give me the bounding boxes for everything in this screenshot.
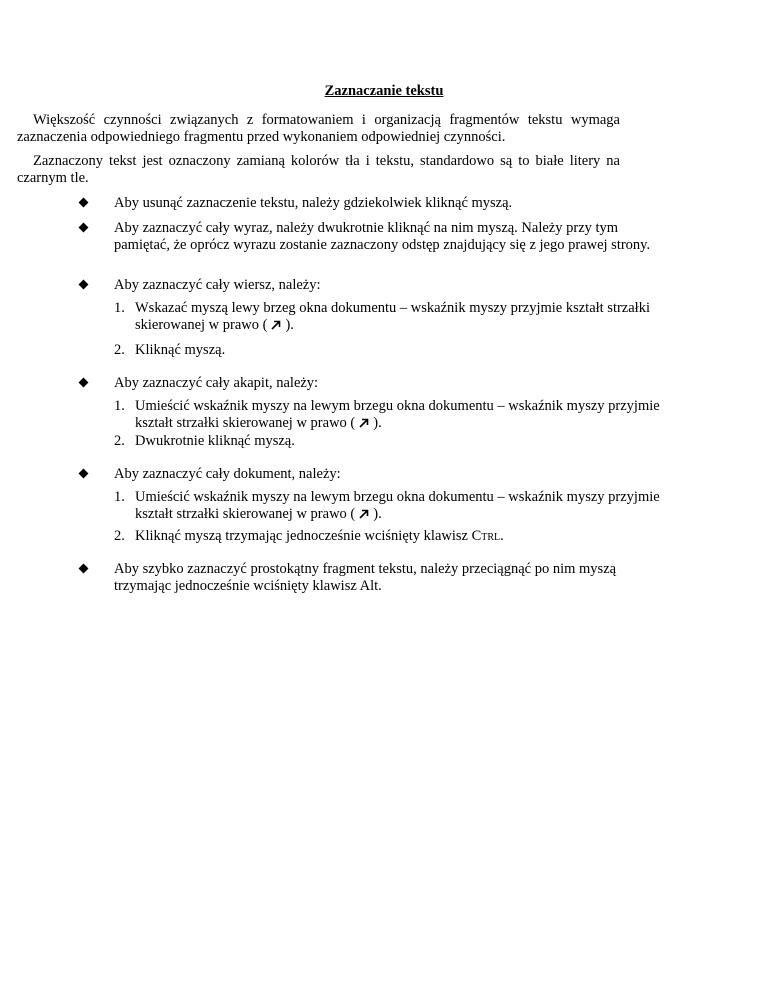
diamond-bullet-icon xyxy=(79,564,89,574)
arrow-up-right-icon xyxy=(270,319,282,331)
paragraph-selection-colors xyxy=(17,153,624,187)
step-number: 1. xyxy=(114,489,125,505)
step-text-part: ). xyxy=(373,506,382,522)
step-number: 2. xyxy=(114,433,125,449)
step-text xyxy=(135,398,660,432)
diamond-bullet-icon xyxy=(79,280,89,290)
step-text-part: ). xyxy=(285,317,294,333)
list-item-text: Aby szybko zaznaczyć prostokątny fragment tekstu, należy przeciągnąć po nim myszą trzymając jednocześnie wciśnięty klawisz Alt. xyxy=(114,561,617,594)
step-text xyxy=(135,528,675,545)
step-number: 2. xyxy=(114,528,125,544)
page-title: Zaznaczanie tekstu xyxy=(324,83,444,99)
list-item-text: Aby zaznaczyć cały wyraz, należy dwukrotnie kliknąć na nim myszą. Należy przy tym pamiętać, że oprócz wyrazu zostanie zaznaczony odstęp znajdujący się z jego prawej strony. xyxy=(114,220,651,253)
list-item-text: Aby zaznaczyć cały wiersz, należy: xyxy=(114,277,321,293)
step-number: 2. xyxy=(114,342,125,358)
step-text-part: ). xyxy=(373,415,382,431)
step-text-part: Wskazać myszą lewy brzeg okna dokumentu – wskaźnik myszy przyjmie kształt strzałki skierowanej w prawo ( xyxy=(135,300,650,333)
step-text-part: Kliknąć myszą trzymając jednocześnie wciśnięty klawisz xyxy=(135,528,468,544)
step-number: 1. xyxy=(114,300,125,316)
step-text-part: Umieścić wskaźnik myszy na lewym brzegu okna dokumentu – wskaźnik myszy przyjmie kształt strzałki skierowanej w prawo ( xyxy=(135,489,660,522)
list-item-text: Aby zaznaczyć cały dokument, należy: xyxy=(114,466,341,482)
step-text-part: . xyxy=(500,528,504,544)
diamond-bullet-icon xyxy=(79,198,89,208)
arrow-up-right-icon xyxy=(358,508,370,520)
keyboard-key-label: Ctrl xyxy=(471,528,501,544)
paragraph-intro-text: Większość czynności związanych z formatowaniem i organizacją fragmentów tekstu wymaga zaznaczenia odpowiedniego fragmentu przed wykonaniem odpowiedniej czynności. xyxy=(17,112,620,145)
diamond-bullet-icon xyxy=(79,223,89,233)
list-item-text: Aby usunąć zaznaczenie tekstu, należy gdziekolwiek kliknąć myszą. xyxy=(114,195,513,211)
step-text xyxy=(135,300,655,334)
step-text xyxy=(135,489,660,523)
list-item-text: Aby zaznaczyć cały akapit, należy: xyxy=(114,375,319,391)
step-number: 1. xyxy=(114,398,125,414)
diamond-bullet-icon xyxy=(79,378,89,388)
paragraph-selection-colors-text: Zaznaczony tekst jest oznaczony zamianą kolorów tła i tekstu, standardowo są to białe litery na czarnym tle. xyxy=(17,153,620,186)
step-text: Dwukrotnie kliknąć myszą. xyxy=(135,433,295,449)
diamond-bullet-icon xyxy=(79,469,89,479)
arrow-up-right-icon xyxy=(358,417,370,429)
step-text-part: Umieścić wskaźnik myszy na lewym brzegu okna dokumentu – wskaźnik myszy przyjmie kształt strzałki skierowanej w prawo ( xyxy=(135,398,660,431)
step-text: Kliknąć myszą. xyxy=(135,342,226,358)
paragraph-intro xyxy=(17,112,624,146)
